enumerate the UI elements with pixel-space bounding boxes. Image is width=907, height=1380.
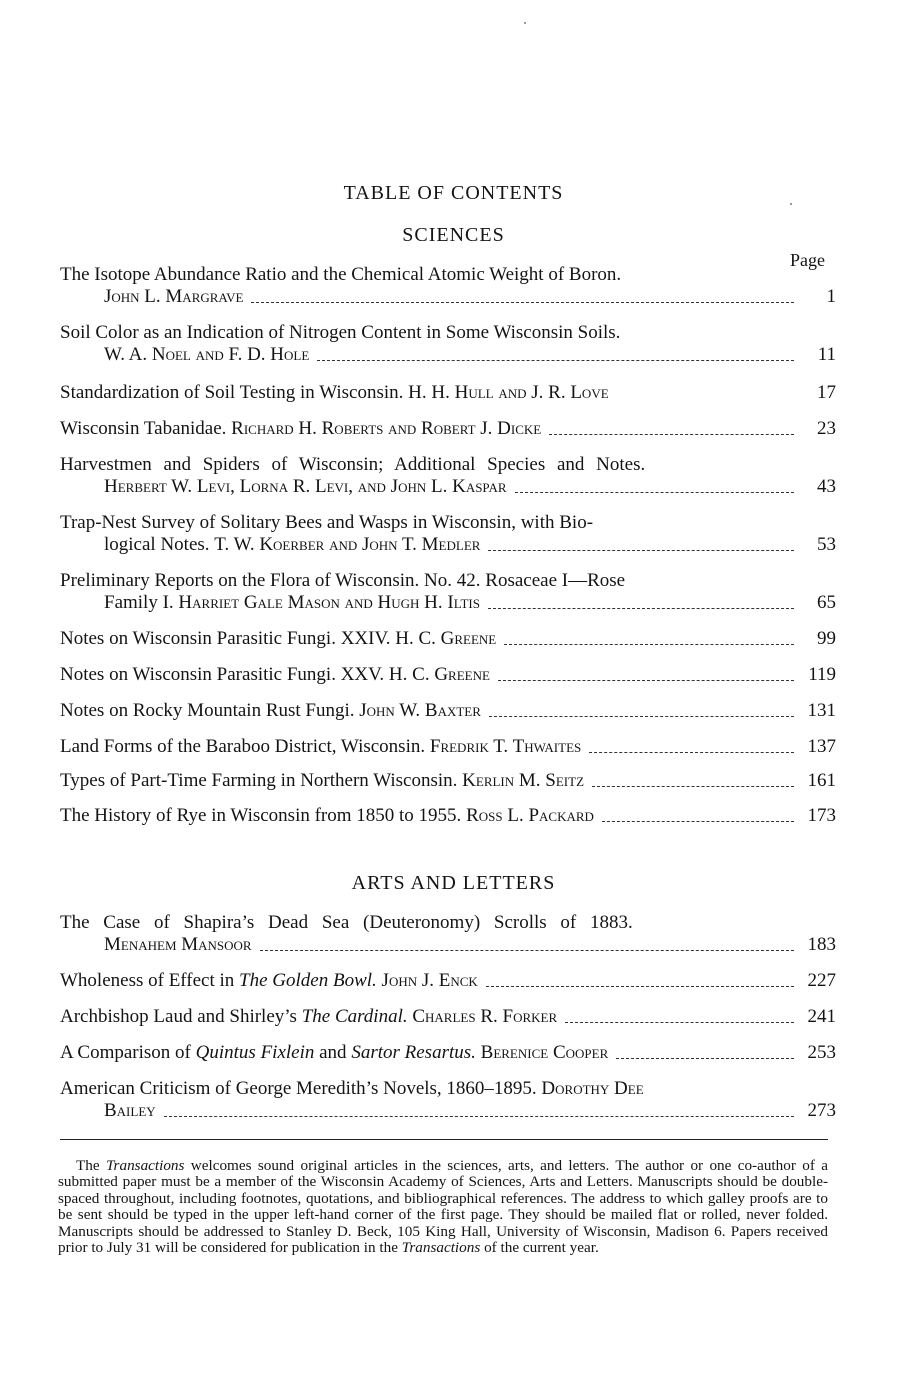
entry-title: Notes on Rocky Mountain Rust Fungi. xyxy=(60,700,355,721)
entry-author: Herbert W. Levi, Lorna R. Levi, and John L. Kaspar xyxy=(104,476,507,497)
entry-author: Harriet Gale Mason and Hugh H. Iltis xyxy=(178,592,480,613)
entry-page-number: 65 xyxy=(817,592,836,613)
dot-leader xyxy=(488,550,794,551)
entry-author: T. W. Koerber and John T. Medler xyxy=(214,534,481,555)
entry-title: Notes on Wisconsin Parasitic Fungi. XXV. xyxy=(60,664,385,685)
toc-entry[interactable] xyxy=(60,736,836,758)
dot-leader xyxy=(565,1022,794,1023)
entry-author: Berenice Cooper xyxy=(480,1042,609,1063)
dot-leader xyxy=(602,821,794,822)
note-text: The xyxy=(76,1157,106,1174)
entry-author: Kerlin M. Seitz xyxy=(462,770,585,791)
entry-page-number: 273 xyxy=(807,1100,836,1121)
entry-author: Richard H. Roberts and Robert J. Dicke xyxy=(231,418,542,439)
note-italic: Transactions xyxy=(401,1239,481,1257)
dot-leader xyxy=(616,1058,794,1059)
note-text: of the current year. xyxy=(480,1239,599,1257)
toc-entry[interactable] xyxy=(60,570,836,614)
dot-leader xyxy=(549,434,794,435)
dot-leader xyxy=(260,950,794,951)
note-italic: Transactions xyxy=(105,1157,185,1174)
entry-title: A Comparison of xyxy=(60,1042,196,1063)
entry-title-continued: logical Notes. xyxy=(104,534,210,555)
entry-page-number: 131 xyxy=(807,700,836,721)
entry-title: Notes on Wisconsin Parasitic Fungi. XXIV. xyxy=(60,628,391,649)
entry-title: The History of Rye in Wisconsin from 1850 to 1955. xyxy=(60,805,462,826)
entry-title: and xyxy=(314,1042,352,1063)
entry-title: Archbishop Laud and Shirley’s xyxy=(60,1006,302,1027)
entry-author: H. C. Greene xyxy=(388,664,490,685)
entry-author: John J. Enck xyxy=(381,970,478,991)
dot-leader xyxy=(589,752,794,753)
dot-leader xyxy=(488,608,794,609)
entry-title-italic: The Cardinal. xyxy=(301,1006,408,1027)
toc-entry[interactable] xyxy=(60,912,836,956)
entry-title-italic: Sartor Resartus. xyxy=(351,1042,476,1063)
entry-author: John L. Margrave xyxy=(104,286,244,307)
entry-author: H. H. Hull and J. R. Love xyxy=(408,382,609,403)
entry-title: Soil Color as an Indication of Nitrogen Content in Some Wisconsin Soils. xyxy=(60,322,621,343)
entry-title: Standardization of Soil Testing in Wisconsin. xyxy=(60,382,404,403)
entry-title: Harvestmen and Spiders of Wisconsin; Additional Species and Notes. xyxy=(60,454,646,475)
entry-page-number: 119 xyxy=(808,664,836,685)
section-heading-arts: ARTS AND LETTERS xyxy=(351,872,556,894)
toc-entry[interactable] xyxy=(60,970,836,992)
toc-entry[interactable] xyxy=(60,1078,836,1122)
dot-leader xyxy=(164,1116,794,1117)
toc-entry[interactable] xyxy=(60,805,836,827)
scan-speck xyxy=(790,203,792,205)
entry-title: The Isotope Abundance Ratio and the Chemical Atomic Weight of Boron. xyxy=(60,264,622,285)
entry-page-number: 11 xyxy=(817,344,836,365)
toc-entry[interactable] xyxy=(60,628,836,650)
dot-leader xyxy=(317,360,794,361)
page-column-label: Page xyxy=(790,250,825,270)
entry-page-number: 99 xyxy=(817,628,836,649)
entry-title: Land Forms of the Baraboo District, Wisconsin. xyxy=(60,736,426,757)
scan-speck xyxy=(524,22,526,24)
entry-author-continued: Bailey xyxy=(104,1100,156,1121)
entry-title: Trap-Nest Survey of Solitary Bees and Wasps in Wisconsin, with Bio- xyxy=(60,512,594,533)
note-text: welcomes sound original articles in the sciences, arts, and letters. The author or one co-author of a submitted paper must be a member of the Wisconsin Academy of Sciences, Arts and Letters. Manuscripts should be double-spaced throughout, including footnotes, quotations, and bibliographical references. The address to which galley proofs are to be sent should be typed in the upper left-hand corner of the first page. They should be mailed flat or rolled, never folded. Manuscripts should be addressed to Stanley D. Beck, 105 King Hall, University of Wisconsin, Madison 6. Papers received prior to July 31 will be considered for publication in the xyxy=(58,1157,828,1257)
toc-entry[interactable] xyxy=(60,770,836,792)
dot-leader xyxy=(251,302,794,303)
page-title: TABLE OF CONTENTS xyxy=(343,182,564,204)
entry-page-number: 241 xyxy=(807,1006,836,1027)
entry-title: Wisconsin Tabanidae. xyxy=(60,418,227,439)
submission-note xyxy=(58,1158,828,1256)
entry-title-continued: Family I. xyxy=(104,592,174,613)
section-heading-sciences: SCIENCES xyxy=(402,224,505,246)
dot-leader xyxy=(498,680,794,681)
toc-entry[interactable] xyxy=(60,264,836,308)
entry-author: W. A. Noel and F. D. Hole xyxy=(104,344,310,365)
entry-page-number: 173 xyxy=(807,805,836,826)
entry-page-number: 227 xyxy=(807,970,836,991)
entry-page-number: 253 xyxy=(807,1042,836,1063)
entry-title: Wholeness of Effect in xyxy=(60,970,240,991)
entry-page-number: 23 xyxy=(817,418,836,439)
toc-entry[interactable] xyxy=(60,322,836,366)
toc-entry[interactable] xyxy=(60,418,836,440)
entry-author: Dorothy Dee xyxy=(541,1078,644,1099)
entry-page-number: 1 xyxy=(826,286,836,307)
toc-entry[interactable] xyxy=(60,664,836,686)
entry-author: Fredrik T. Thwaites xyxy=(429,736,582,757)
divider-rule xyxy=(60,1139,828,1140)
toc-entry[interactable] xyxy=(60,1042,836,1064)
entry-title: Preliminary Reports on the Flora of Wisconsin. No. 42. Rosaceae I—Rose xyxy=(60,570,626,591)
dot-leader xyxy=(486,986,794,987)
toc-entry[interactable] xyxy=(60,382,836,404)
entry-author: Charles R. Forker xyxy=(412,1006,558,1027)
toc-entry[interactable] xyxy=(60,700,836,722)
entry-author: Ross L. Packard xyxy=(466,805,594,826)
entry-page-number: 161 xyxy=(807,770,836,791)
entry-title-italic: Quintus Fixlein xyxy=(195,1042,315,1063)
entry-author: John W. Baxter xyxy=(359,700,481,721)
entry-page-number: 53 xyxy=(817,534,836,555)
toc-entry[interactable] xyxy=(60,512,836,556)
entry-author: H. C. Greene xyxy=(395,628,497,649)
entry-page-number: 43 xyxy=(817,476,836,497)
entry-page-number: 137 xyxy=(807,736,836,757)
entry-page-number: 183 xyxy=(807,934,836,955)
entry-title: The Case of Shapira’s Dead Sea (Deuteronomy) Scrolls of 1883. xyxy=(60,912,633,933)
dot-leader xyxy=(489,716,794,717)
dot-leader xyxy=(592,786,794,787)
entry-page-number: 17 xyxy=(817,382,836,403)
dot-leader xyxy=(504,644,794,645)
toc-entry[interactable] xyxy=(60,454,836,498)
entry-title: American Criticism of George Meredith’s Novels, 1860–1895. xyxy=(60,1078,537,1099)
entry-author: Menahem Mansoor xyxy=(104,934,252,955)
entry-title-italic: The Golden Bowl. xyxy=(239,970,377,991)
dot-leader xyxy=(515,492,794,493)
toc-entry[interactable] xyxy=(60,1006,836,1028)
entry-title: Types of Part-Time Farming in Northern Wisconsin. xyxy=(60,770,458,791)
